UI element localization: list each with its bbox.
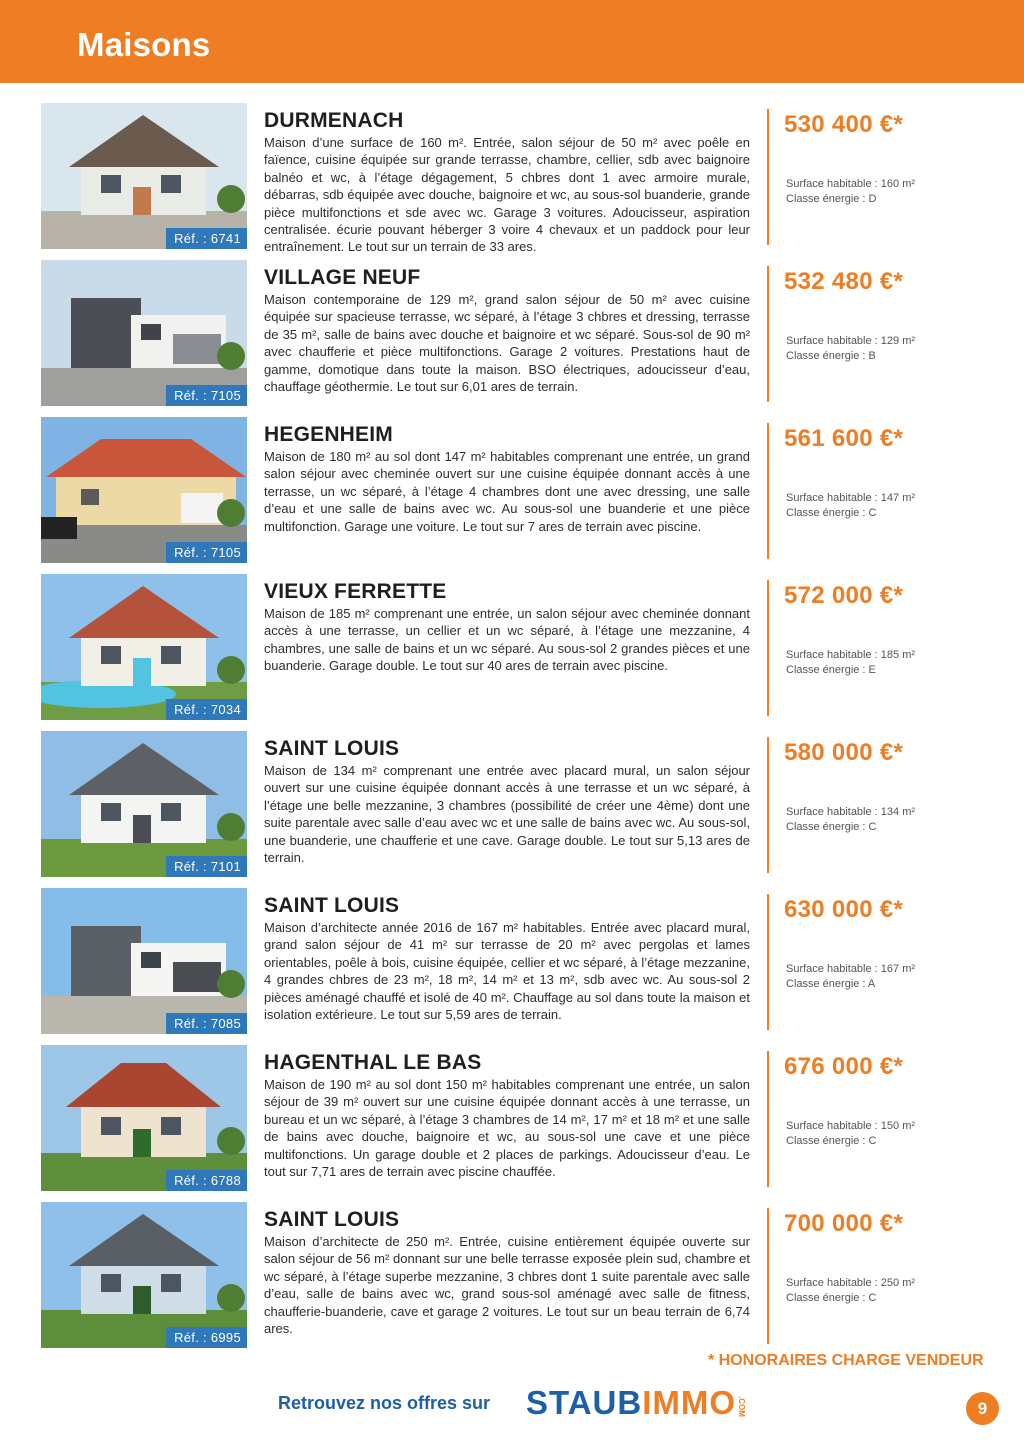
energy-class: Classe énergie : C — [786, 1292, 877, 1304]
listing-description: Maison de 190 m² au sol dont 150 m² habitables comprenant une entrée, un salon séjour de 39 m² ouvert sur une cuisine équipée donnant accès à une terrasse, un bureau et un wc séparé, à l’étage 3 chambres de 14 m², 17 m² et 18 m² et une salle de bains avec douche, baignoire et wc, au sous-sol une cave et une pièce multifonctions. Un garage double et 2 places de parkings. Adoucisseur d’eau. Le tout sur 7,71 ares de terrain avec piscine chauffée. — [264, 1077, 750, 1180]
page-number: 9 — [966, 1392, 999, 1425]
listing-info — [264, 109, 750, 256]
listing-info — [264, 423, 750, 535]
photo-house-block — [71, 926, 141, 996]
listing-info — [264, 1208, 750, 1337]
energy-class: Classe énergie : D — [786, 193, 877, 205]
listing-price: 530 400 €* — [784, 111, 904, 138]
photo-house-block — [71, 298, 141, 368]
listing-meta — [786, 962, 915, 992]
surface-area: Surface habitable : 160 m² — [786, 178, 916, 190]
photo-window — [101, 1274, 121, 1292]
listing-summary — [767, 1051, 969, 1187]
photo-window — [141, 952, 161, 968]
energy-class: Classe énergie : A — [786, 978, 876, 990]
photo-tree — [217, 1127, 245, 1155]
energy-class: Classe énergie : C — [786, 821, 877, 833]
listing-summary — [767, 580, 969, 716]
listing-meta — [786, 1276, 915, 1306]
listing-summary — [767, 423, 969, 559]
reference-badge: Réf. : 7105 — [166, 542, 247, 563]
listing-card[interactable] — [0, 731, 1024, 888]
photo-door — [133, 815, 151, 843]
fees-note: * HONORAIRES CHARGE VENDEUR — [708, 1352, 984, 1369]
listing-card[interactable] — [0, 417, 1024, 574]
surface-area: Surface habitable : 167 m² — [786, 963, 916, 975]
energy-class: Classe énergie : B — [786, 350, 876, 362]
property-photo[interactable] — [41, 417, 247, 563]
listing-card[interactable] — [0, 1202, 1024, 1359]
photo-window — [101, 1117, 121, 1135]
listing-meta — [786, 334, 915, 364]
photo-garage-door — [181, 493, 223, 523]
reference-badge: Réf. : 7101 — [166, 856, 247, 877]
photo-window — [161, 1117, 181, 1135]
reference-badge: Réf. : 6995 — [166, 1327, 247, 1348]
listing-price: 572 000 €* — [784, 582, 904, 609]
reference-badge: Réf. : 6741 — [166, 228, 247, 249]
listing-meta — [786, 177, 915, 207]
listing-description: Maison de 185 m² comprenant une entrée, un salon séjour avec cheminée donnant accès à une terrasse, un cellier et un wc séparé, à l’étage une mezzanine, 4 chambres, une salle de bains et un wc séparé. Au sous-sol 2 grandes pièces et une buanderie. Garage double. Le tout sur 40 ares de terrain avec piscine. — [264, 606, 750, 674]
listing-card[interactable] — [0, 574, 1024, 731]
listing-town: DURMENACH — [264, 109, 404, 132]
listing-town: SAINT LOUIS — [264, 894, 400, 917]
listing-info — [264, 1051, 750, 1180]
property-photo[interactable] — [41, 574, 247, 720]
listing-price: 676 000 €* — [784, 1053, 904, 1080]
surface-area: Surface habitable : 150 m² — [786, 1120, 916, 1132]
energy-class: Classe énergie : C — [786, 1135, 877, 1147]
photo-garage-door — [173, 962, 221, 992]
listing-summary — [767, 1208, 969, 1344]
reference-badge: Réf. : 7085 — [166, 1013, 247, 1034]
surface-area: Surface habitable : 129 m² — [786, 335, 916, 347]
listing-meta — [786, 648, 915, 678]
photo-window — [101, 803, 121, 821]
photo-tree — [217, 1284, 245, 1312]
photo-tree — [217, 185, 245, 213]
listing-town: VIEUX FERRETTE — [264, 580, 447, 603]
listing-price: 532 480 €* — [784, 268, 904, 295]
listing-info — [264, 894, 750, 1023]
listing-town: SAINT LOUIS — [264, 1208, 400, 1231]
reference-badge: Réf. : 6788 — [166, 1170, 247, 1191]
brand-logo[interactable] — [526, 1384, 736, 1422]
listing-description: Maison d’architecte année 2016 de 167 m² habitables. Entrée avec placard mural, grand salon séjour de 41 m² sur terrasse de 20 m² avec pergolas et lames orientables, poêle à bois, cuisine équipée, cellier et wc séparé, à l’étage mezzanine, 4 grandes chbres de 23 m², 18 m², 14 m² et 13 m², sdb avec wc. Au sous-sol 2 pièces aménagé chauffé et isolé de 40 m². Chauffage au sol dans toute la maison et isolation extérieure. Le tout sur 5,59 ares de terrain. — [264, 920, 750, 1023]
photo-door — [133, 1286, 151, 1314]
listing-meta — [786, 491, 915, 521]
property-photo[interactable] — [41, 260, 247, 406]
listing-description: Maison d’une surface de 160 m². Entrée, salon séjour de 50 m² avec poêle en faïence, cuisine équipée sur grande terrasse, chambre, cellier, sdb avec baignoire balnéo et wc, à l’étage dégagement, 5 chbres dont 1 avec armoire murale, débarras, sdb équipée avec douche, baignoire et wc, au sous-sol buanderie, grande pièce multifonctions et sde avec wc. Garage 3 voitures. Adoucisseur, aspiration centralisée. écurie pouvant héberger 3 voire 4 chevaux et un paddock pour leur entraînement. Le tout sur un terrain de 33 ares. — [264, 135, 750, 255]
photo-door — [133, 1129, 151, 1157]
listing-description: Maison de 180 m² au sol dont 147 m² habitables comprenant une entrée, un grand salon séjour avec cheminée ouvert sur une cuisine équipée donnant accès à une terrasse, un wc séparé, à l’étage 4 chambres dont une avec dressing, une salle d’eau et une salle de bains avec wc. Au sous-sol une buanderie et une pièce multifonction. Garage une voiture. Le tout sur 7 ares de terrain avec piscine. — [264, 449, 750, 534]
listing-price: 561 600 €* — [784, 425, 904, 452]
photo-tree — [217, 656, 245, 684]
surface-area: Surface habitable : 147 m² — [786, 492, 916, 504]
photo-garage-door — [173, 334, 221, 364]
energy-class: Classe énergie : E — [786, 664, 876, 676]
listing-summary — [767, 894, 969, 1030]
listing-summary — [767, 266, 969, 402]
photo-window — [141, 324, 161, 340]
photo-window — [161, 646, 181, 664]
listing-info — [264, 580, 750, 675]
brand-logo-part2: IMMO — [642, 1384, 737, 1421]
energy-class: Classe énergie : C — [786, 507, 877, 519]
page-title: Maisons — [77, 26, 211, 63]
property-photo[interactable] — [41, 731, 247, 877]
listing-town: HEGENHEIM — [264, 423, 393, 446]
surface-area: Surface habitable : 250 m² — [786, 1277, 916, 1289]
surface-area: Surface habitable : 185 m² — [786, 649, 916, 661]
photo-door — [133, 187, 151, 215]
listing-card[interactable] — [0, 888, 1024, 1045]
listing-town: HAGENTHAL LE BAS — [264, 1051, 482, 1074]
listing-meta — [786, 1119, 915, 1149]
property-photo[interactable] — [41, 1202, 247, 1348]
photo-window — [101, 646, 121, 664]
listing-meta — [786, 805, 915, 835]
photo-tree — [217, 499, 245, 527]
photo-car — [41, 517, 77, 539]
listing-price: 580 000 €* — [784, 739, 904, 766]
page-header — [0, 0, 1024, 83]
website-cta: Retrouvez nos offres sur — [278, 1393, 491, 1413]
brand-logo-suffix: .COM — [737, 1395, 746, 1417]
photo-window — [101, 175, 121, 193]
photo-tree — [217, 813, 245, 841]
listing-summary — [767, 109, 969, 245]
photo-window — [161, 803, 181, 821]
property-photo[interactable] — [41, 1045, 247, 1191]
photo-tree — [217, 970, 245, 998]
photo-window — [81, 489, 99, 505]
photo-door — [133, 658, 151, 686]
listing-price: 630 000 €* — [784, 896, 904, 923]
listing-town: SAINT LOUIS — [264, 737, 400, 760]
listing-description: Maison contemporaine de 129 m², grand salon séjour de 50 m² avec cuisine équipée sur spacieuse terrasse, wc séparé, à l’étage 3 chbres et dressing, terrasse de 35 m², salle de bains avec douche et baignoire et wc séparé. Sous-sol de 90 m² avec chaufferie et pièce multifonctions. Garage 2 voitures. Prestations haut de gamme, domotique dans toute la maison. BSO électriques, adoucisseur d’eau, chauffage géothermie. Le tout sur 6,01 ares de terrain. — [264, 292, 750, 395]
photo-window — [161, 175, 181, 193]
reference-badge: Réf. : 7034 — [166, 699, 247, 720]
photo-window — [161, 1274, 181, 1292]
listing-summary — [767, 737, 969, 873]
listing-card[interactable] — [0, 1045, 1024, 1202]
property-photo[interactable] — [41, 103, 247, 249]
surface-area: Surface habitable : 134 m² — [786, 806, 916, 818]
listing-description: Maison d’architecte de 250 m². Entrée, cuisine entièrement équipée ouverte sur salon séjour de 56 m² donnant sur une belle terrasse exposée plein sud, chambre et wc séparé, à l’étage superbe mezzanine, 3 chbres dont 1 suite parentale avec salle d’eau, salle de bains avec wc, grand sous-sol aménagé avec salle de fitness, chaufferie-buanderie, cave et garage 2 voitures. Le tout sur un beau terrain de 6,74 ares. — [264, 1234, 750, 1337]
listing-description: Maison de 134 m² comprenant une entrée avec placard mural, un salon séjour ouvert sur une cuisine équipée donnant accès à une terrasse et un wc séparé, à l’étage une belle mezzanine, 3 chambres (possibilité de créer une 4ème) dont une suite parentale avec salle d’eau avec wc et une salle de bains avec wc. Au sous-sol, une buanderie, une chaufferie et une cave. Garage double. Le tout sur 5,13 ares de terrain. — [264, 763, 750, 866]
property-photo[interactable] — [41, 888, 247, 1034]
listing-card[interactable] — [0, 260, 1024, 417]
listing-info — [264, 737, 750, 866]
listing-town: VILLAGE NEUF — [264, 266, 421, 289]
listing-info — [264, 266, 750, 395]
brand-logo-part1: STAUB — [526, 1384, 643, 1421]
photo-tree — [217, 342, 245, 370]
listing-card[interactable] — [0, 103, 1024, 260]
listings — [0, 103, 1024, 1359]
listing-price: 700 000 €* — [784, 1210, 904, 1237]
reference-badge: Réf. : 7105 — [166, 385, 247, 406]
